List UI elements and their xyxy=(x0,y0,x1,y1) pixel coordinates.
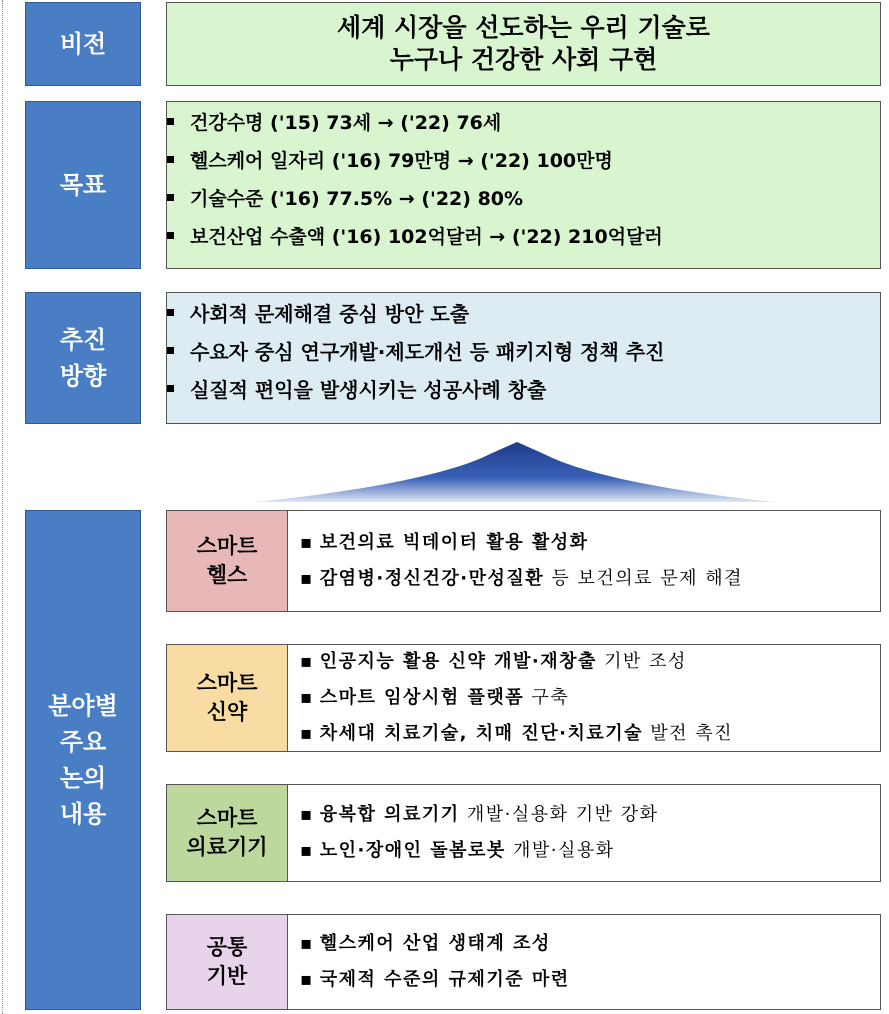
vision-box xyxy=(166,2,881,86)
field-smart-health xyxy=(166,510,881,612)
goal-item: 보건산업 수출액 ('16) 102억달러 → ('22) 210억달러 xyxy=(167,216,880,254)
field-item: ▪ 차세대 치료기술, 치매 진단·치료기술 발전 촉진 xyxy=(300,723,733,744)
field-item: ▪ 보건의료 빅데이터 활용 활성화 xyxy=(300,532,589,553)
vision-line-2: 누구나 건강한 사회 구현 xyxy=(389,45,658,74)
field-name-common: 공통 기반 xyxy=(167,915,288,1009)
field-name-smart-drug: 스마트 신약 xyxy=(167,645,288,751)
bullet-square-icon xyxy=(167,118,174,125)
bullet-square-icon xyxy=(167,385,174,392)
goal-item: 헬스케어 일자리 ('16) 79만명 → ('22) 100만명 xyxy=(167,140,880,178)
left-dotted-border xyxy=(2,0,3,1014)
goals-label: 목표 xyxy=(25,101,141,269)
direction-item: 사회적 문제해결 중심 방안 도출 xyxy=(167,293,880,331)
bullet-square-icon xyxy=(167,194,174,201)
field-smart-device xyxy=(166,784,881,882)
goals-box xyxy=(166,101,881,269)
bullet-square-icon xyxy=(167,347,174,354)
field-common xyxy=(166,914,881,1010)
field-item: ▪ 감염병·정신건강·만성질환 등 보건의료 문제 해결 xyxy=(300,568,744,589)
fields-label: 분야별 주요 논의 내용 xyxy=(25,510,141,1010)
goal-item: 건강수명 ('15) 73세 → ('22) 76세 xyxy=(167,102,880,140)
direction-item: 실질적 편익을 발생시키는 성공사례 창출 xyxy=(167,369,880,407)
field-item: ▪ 헬스케어 산업 생태계 조성 xyxy=(300,933,551,954)
bullet-square-icon xyxy=(167,309,174,316)
field-item: ▪ 스마트 임상시험 플랫폼 구축 xyxy=(300,687,570,708)
field-name-smart-health: 스마트 헬스 xyxy=(167,511,288,611)
field-smart-drug xyxy=(166,644,881,752)
field-item: ▪ 융복합 의료기기 개발·실용화 기반 강화 xyxy=(300,804,659,825)
direction-box xyxy=(166,292,881,424)
bullet-square-icon xyxy=(167,156,174,163)
direction-item: 수요자 중심 연구개발·제도개선 등 패키지형 정책 추진 xyxy=(167,331,880,369)
vision-line-1: 세계 시장을 선도하는 우리 기술로 xyxy=(337,12,710,42)
field-item: ▪ 인공지능 활용 신약 개발·재창출 기반 조성 xyxy=(300,651,687,672)
direction-label: 추진 방향 xyxy=(25,292,141,424)
field-item: ▪ 국제적 수준의 규제기준 마련 xyxy=(300,969,570,990)
goal-item: 기술수준 ('16) 77.5% → ('22) 80% xyxy=(167,178,880,216)
vision-label: 비전 xyxy=(25,2,141,86)
field-item: ▪ 노인·장애인 돌봄로봇 개발·실용화 xyxy=(300,840,615,861)
field-name-smart-device: 스마트 의료기기 xyxy=(167,785,288,881)
bullet-square-icon xyxy=(167,232,174,239)
upward-arrow-icon xyxy=(255,442,775,504)
